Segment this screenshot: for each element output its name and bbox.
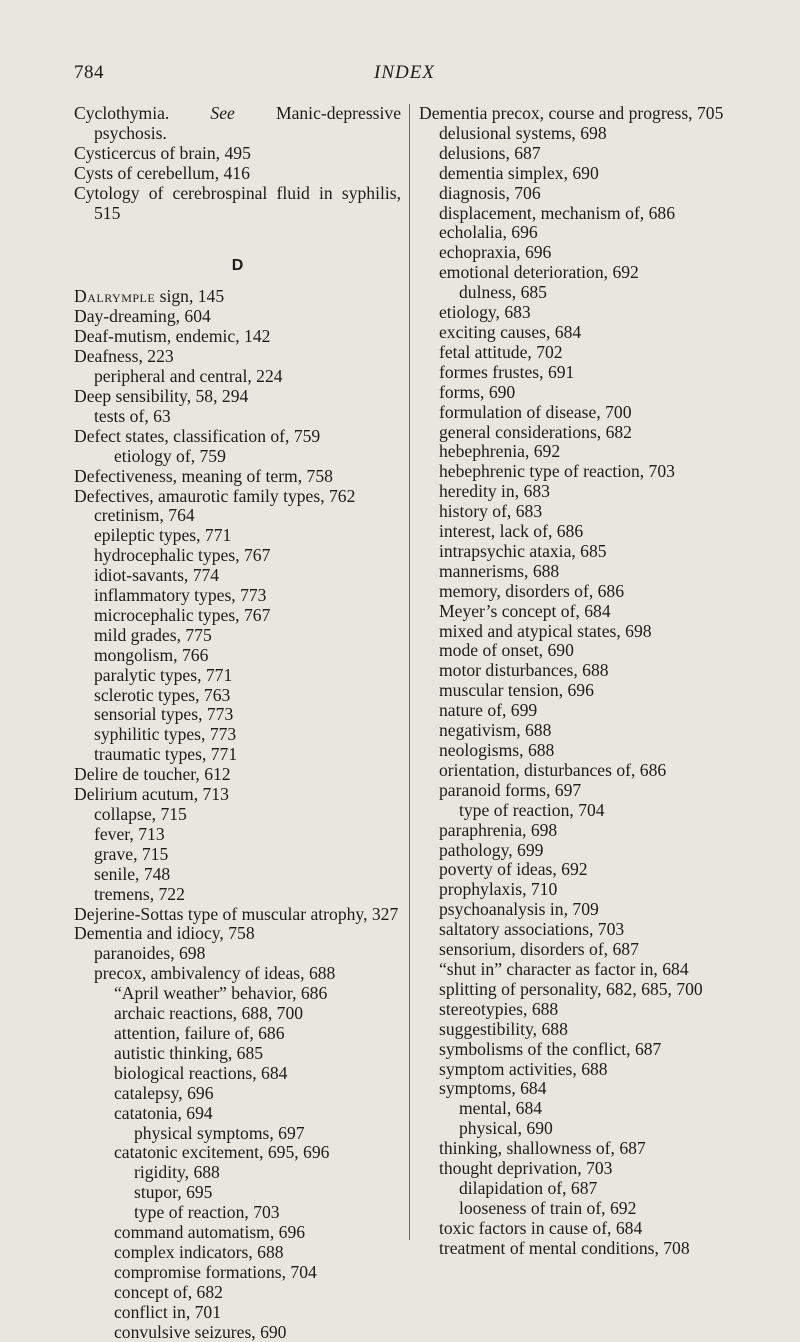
index-entry: interest, lack of, 686 <box>439 521 584 542</box>
entry-rest: sign, 145 <box>155 286 225 307</box>
index-entry: precox, ambivalency of ideas, 688 <box>94 963 336 984</box>
index-entry: mixed and atypical states, 698 <box>439 620 652 641</box>
index-entry: microcephalic types, 767 <box>94 604 271 625</box>
entries-d <box>74 307 401 1342</box>
index-entry: paranoides, 698 <box>94 943 206 964</box>
index-entry: Defect states, classification of, 759 <box>74 425 321 446</box>
index-entry: mannerisms, 688 <box>439 560 560 581</box>
index-entry: convulsive seizures, 690 <box>114 1321 287 1342</box>
index-entry: formulation of disease, 700 <box>439 401 632 422</box>
running-head: INDEX <box>374 62 435 83</box>
index-entry: traumatic types, 771 <box>94 744 238 765</box>
index-entry: physical, 690 <box>459 1118 553 1139</box>
index-entry: dilapidation of, 687 <box>459 1177 598 1198</box>
index-entry-dalrymple <box>74 287 401 307</box>
index-entry: Cysts of cerebellum, 416 <box>74 162 250 183</box>
index-entry: Cyclothymia. See Manic-depressive psychosis. <box>74 103 402 143</box>
index-entry: mild grades, 775 <box>94 624 212 645</box>
index-entry: motor disturbances, 688 <box>439 660 609 681</box>
entries-dementia-precox <box>419 104 741 1259</box>
index-entry: memory, disorders of, 686 <box>439 580 625 601</box>
index-entry: formes frustes, 691 <box>439 361 575 382</box>
index-entry: Deep sensibility, 58, 294 <box>74 385 249 406</box>
index-entry: grave, 715 <box>94 843 169 864</box>
section-letter-d: D <box>231 257 244 275</box>
index-entry: sensorial types, 773 <box>94 704 234 725</box>
index-column-right <box>419 104 741 1259</box>
index-entry: nature of, 699 <box>439 700 538 721</box>
index-entry: neologisms, 688 <box>439 740 555 760</box>
index-entry: echopraxia, 696 <box>439 242 552 263</box>
index-entry: sensorium, disorders of, 687 <box>439 939 639 960</box>
index-entry: thinking, shallowness of, 687 <box>439 1138 646 1159</box>
index-entry: delusions, 687 <box>439 142 541 163</box>
index-entry: mode of onset, 690 <box>439 640 574 661</box>
index-entry: catalepsy, 696 <box>114 1082 214 1103</box>
index-entry: exciting causes, 684 <box>439 321 582 342</box>
index-entry: Dementia precox, course and progress, 705 <box>419 103 724 123</box>
index-entry: Day-dreaming, 604 <box>74 306 211 327</box>
index-entry: splitting of personality, 682, 685, 700 <box>439 978 703 999</box>
index-entry: syphilitic types, 773 <box>94 724 237 745</box>
index-entry: attention, failure of, 686 <box>114 1022 285 1043</box>
index-entry: Delire de toucher, 612 <box>74 764 231 785</box>
index-entry: tremens, 722 <box>94 883 185 904</box>
index-entry: poverty of ideas, 692 <box>439 859 588 880</box>
index-entry: physical symptoms, 697 <box>134 1122 305 1143</box>
index-entry: suggestibility, 688 <box>439 1018 568 1039</box>
index-entry: toxic factors in cause of, 684 <box>439 1217 643 1238</box>
index-entry: Meyer’s concept of, 684 <box>439 600 611 621</box>
index-entry: dulness, 685 <box>459 282 547 303</box>
index-entry: diagnosis, 706 <box>439 182 541 203</box>
index-entry: orientation, disturbances of, 686 <box>439 759 667 780</box>
index-entry: complex indicators, 688 <box>114 1241 284 1262</box>
index-entry: Deaf-mutism, endemic, 142 <box>74 326 271 347</box>
index-entry: type of reaction, 703 <box>134 1202 280 1223</box>
index-entry: symptom activities, 688 <box>439 1058 608 1079</box>
entry-head-smallcaps: Dalrymple <box>74 286 156 307</box>
index-entry: stupor, 695 <box>134 1182 213 1203</box>
index-entry: Defectives, amaurotic family types, 762 <box>74 485 356 506</box>
entries-before-d <box>74 104 401 223</box>
index-entry: mental, 684 <box>459 1098 543 1119</box>
index-entry: command automatism, 696 <box>114 1222 306 1243</box>
index-entry: psychoanalysis in, 709 <box>439 899 599 920</box>
index-entry: etiology, 683 <box>439 302 531 323</box>
index-column-left <box>74 104 401 1342</box>
index-entry: autistic thinking, 685 <box>114 1042 264 1063</box>
index-entry: muscular tension, 696 <box>439 680 594 701</box>
index-entry: “shut in” character as factor in, 684 <box>439 958 689 979</box>
index-entry: forms, 690 <box>439 381 516 402</box>
index-entry: inflammatory types, 773 <box>94 585 267 606</box>
index-entry: paraphrenia, 698 <box>439 819 558 840</box>
index-entry: history of, 683 <box>439 501 543 522</box>
index-entry: type of reaction, 704 <box>459 799 605 820</box>
index-entry: symbolisms of the conflict, 687 <box>439 1038 662 1059</box>
index-entry: fetal attitude, 702 <box>439 341 563 362</box>
index-entry: etiology of, 759 <box>114 445 226 466</box>
index-entry: intrapsychic ataxia, 685 <box>439 540 607 561</box>
index-entry: delusional systems, 698 <box>439 122 607 143</box>
index-entry: Dejerine-Sottas type of muscular atrophy, 327 <box>74 903 399 924</box>
index-entry: catatonia, 694 <box>114 1102 213 1123</box>
index-entry: general considerations, 682 <box>439 421 632 442</box>
index-entry: tests of, 63 <box>94 405 171 426</box>
index-entry: “April weather” behavior, 686 <box>114 983 328 1004</box>
index-entry: catatonic excitement, 695, 696 <box>114 1142 330 1163</box>
index-entry: paralytic types, 771 <box>94 664 233 685</box>
index-entry: prophylaxis, 710 <box>439 879 558 900</box>
index-entry: sclerotic types, 763 <box>94 684 231 705</box>
index-entry: symptoms, 684 <box>439 1078 547 1099</box>
index-entry: echolalia, 696 <box>439 222 538 243</box>
index-entry: Cytology of cerebrospinal fluid in syphilis, 515 <box>74 182 401 223</box>
index-entry: Cysticercus of brain, 495 <box>74 142 251 163</box>
index-entry: senile, 748 <box>94 863 171 884</box>
see-reference: See <box>210 103 235 123</box>
column-divider <box>409 104 410 1240</box>
index-entry: hydrocephalic types, 767 <box>94 545 271 566</box>
index-entry: idiot-savants, 774 <box>94 565 220 586</box>
index-entry: mongolism, 766 <box>94 644 209 665</box>
index-entry: conflict in, 701 <box>114 1301 222 1322</box>
index-entry: Deafness, 223 <box>74 346 174 367</box>
index-entry: paranoid forms, 697 <box>439 779 582 800</box>
index-entry: cretinism, 764 <box>94 505 195 526</box>
index-entry: heredity in, 683 <box>439 481 550 502</box>
index-entry: hebephrenia, 692 <box>439 441 561 462</box>
index-entry: fever, 713 <box>94 823 165 844</box>
index-entry: pathology, 699 <box>439 839 544 860</box>
index-entry: hebephrenic type of reaction, 703 <box>439 461 675 482</box>
index-entry: dementia simplex, 690 <box>439 162 599 183</box>
index-entry: stereotypies, 688 <box>439 998 559 1019</box>
index-entry: compromise formations, 704 <box>114 1261 317 1282</box>
index-entry: epileptic types, 771 <box>94 525 232 546</box>
index-entry: negativism, 688 <box>439 720 552 741</box>
index-entry: rigidity, 688 <box>134 1162 220 1183</box>
index-entry: looseness of train of, 692 <box>459 1197 637 1218</box>
index-entry: displacement, mechanism of, 686 <box>439 202 675 223</box>
index-entry: concept of, 682 <box>114 1281 223 1302</box>
index-entry: Dementia and idiocy, 758 <box>74 923 255 944</box>
index-entry: treatment of mental conditions, 708 <box>439 1237 690 1258</box>
index-entry: Defectiveness, meaning of term, 758 <box>74 465 333 486</box>
index-entry: collapse, 715 <box>94 804 187 824</box>
index-entry: emotional deterioration, 692 <box>439 262 639 283</box>
index-entry: peripheral and central, 224 <box>94 366 283 387</box>
index-entry: saltatory associations, 703 <box>439 919 625 940</box>
index-entry: thought deprivation, 703 <box>439 1158 613 1179</box>
index-entry: archaic reactions, 688, 700 <box>114 1003 304 1024</box>
index-entry: Delirium acutum, 713 <box>74 784 229 805</box>
page-number: 784 <box>74 62 104 83</box>
index-entry: biological reactions, 684 <box>114 1062 288 1083</box>
